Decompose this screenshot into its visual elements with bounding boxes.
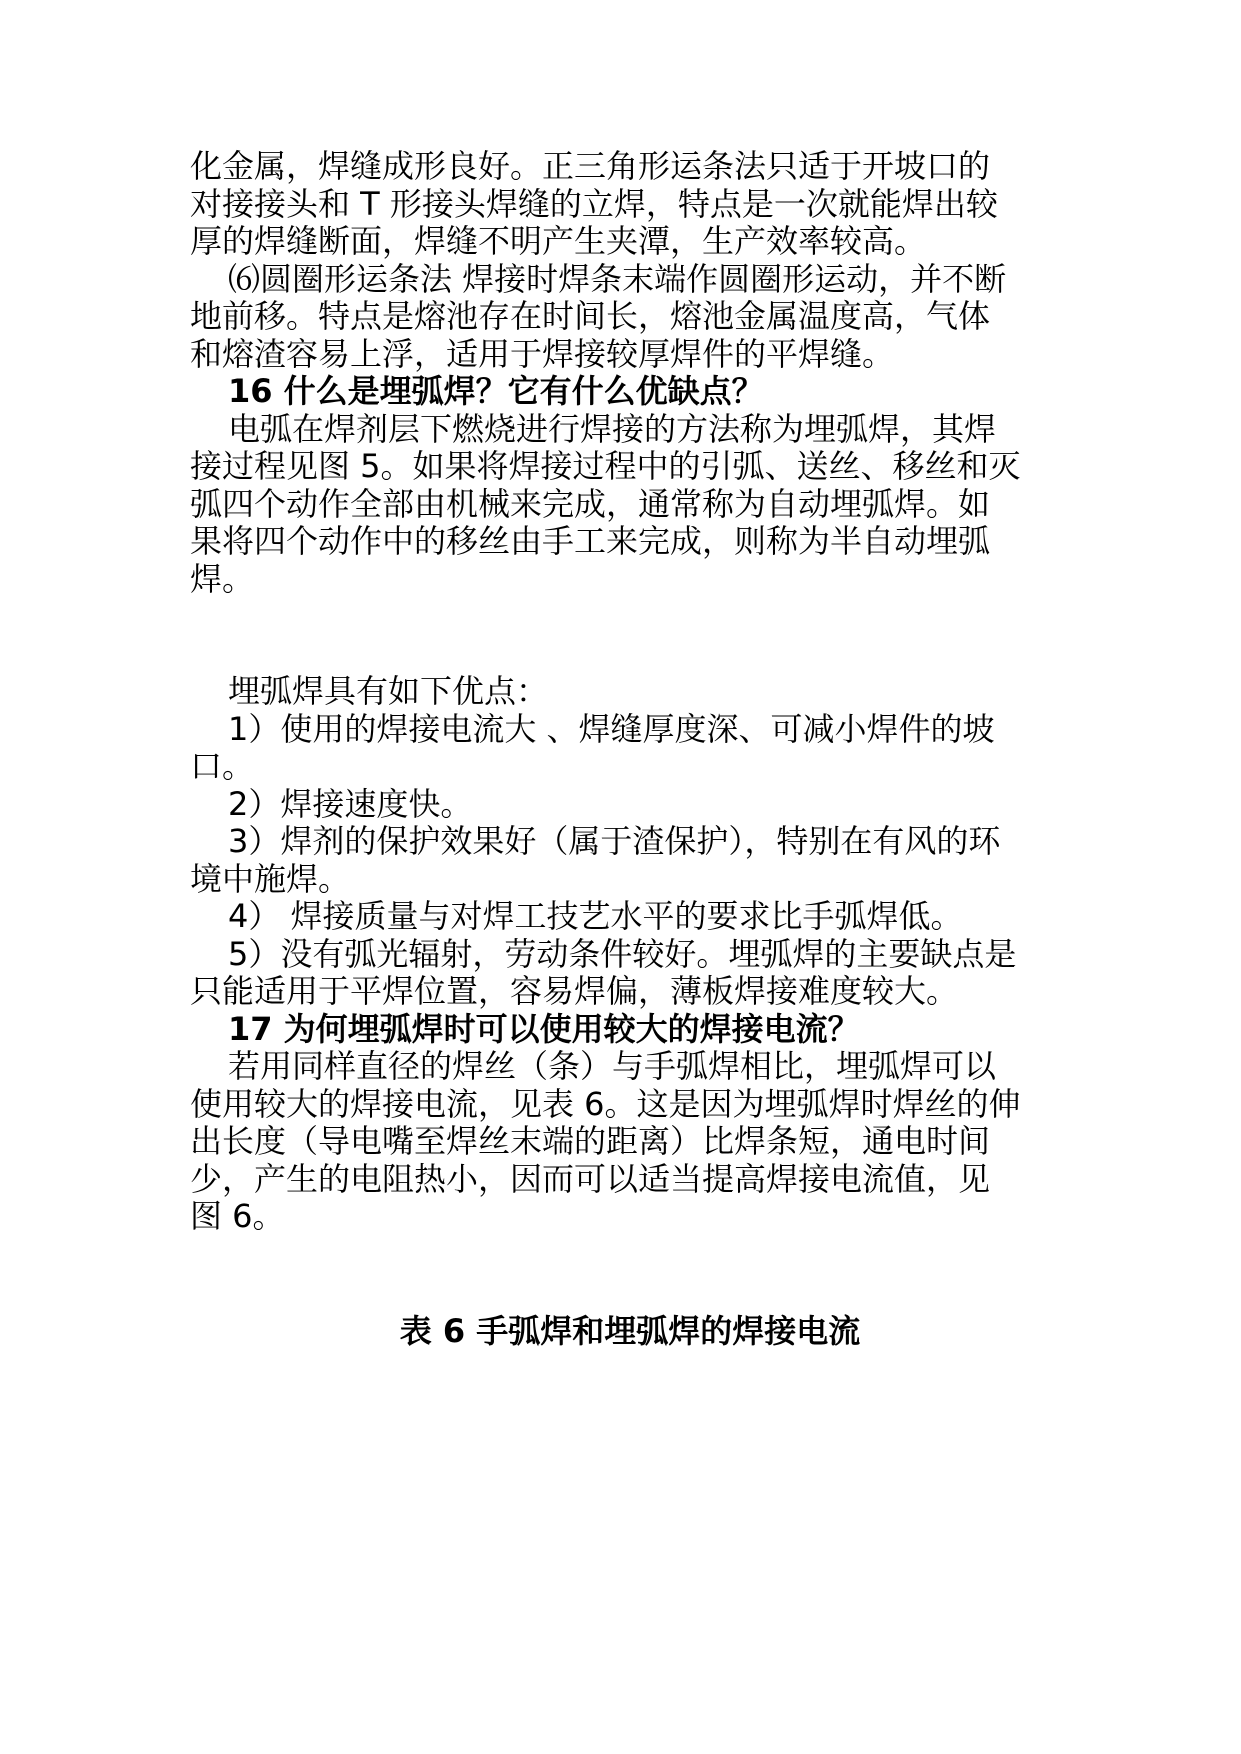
section-heading-17: 17 为何埋弧焊时可以使用较大的焊接电流？: [228, 1009, 860, 1048]
body-line: 接过程见图 5。如果将焊接过程中的引弧、送丝、移丝和灭: [190, 447, 1021, 485]
list-item-cont: 境中施焊。: [190, 859, 351, 898]
advantages-intro: 埋弧焊具有如下优点：: [228, 672, 549, 710]
body-line: 若用同样直径的焊丝（条）与手弧焊相比，埋弧焊可以: [228, 1047, 997, 1085]
list-item: 5）没有弧光辐射，劳动条件较好。埋弧焊的主要缺点是: [228, 934, 1017, 973]
document-page: [190, 148, 1070, 1351]
list-item-cont: 口。: [190, 747, 255, 785]
body-line: 对接接头和 T 形接头焊缝的立焊，特点是一次就能焊出较: [190, 184, 998, 223]
body-line: 果将四个动作中的移丝由手工来完成，则称为半自动埋弧: [190, 522, 991, 560]
body-line: 电弧在焊剂层下燃烧进行焊接的方法称为埋弧焊，其焊: [228, 409, 997, 448]
list-item: 2）焊接速度快。: [228, 784, 473, 823]
section-heading-16: 16 什么是埋弧焊？它有什么优缺点？: [228, 372, 764, 410]
body-line: 焊。: [190, 559, 255, 598]
body-line: 出长度（导电嘴至焊丝末端的距离）比焊条短，通电时间: [190, 1122, 991, 1160]
list-item-cont: 只能适用于平焊位置，容易焊偏，薄板焊接难度较大。: [190, 972, 959, 1010]
body-line: 和熔渣容易上浮，适用于焊接较厚焊件的平焊缝。: [190, 334, 895, 373]
table-title: 表 6 手弧焊和埋弧焊的焊接电流: [399, 1311, 861, 1350]
body-line: ⑹圆圈形运条法 焊接时焊条末端作圆圈形运动，并不断: [228, 259, 1007, 298]
spacer: [190, 598, 1070, 673]
list-item: 1）使用的焊接电流大 、焊缝厚度深、可减小焊件的坡: [228, 709, 995, 748]
body-line: 地前移。特点是熔池存在时间长，熔池金属温度高，气体: [190, 297, 991, 335]
body-line: 图 6。: [190, 1197, 285, 1235]
list-item: 3）焊剂的保护效果好（属于渣保护），特别在有风的环: [228, 822, 1001, 860]
body-line: 少，产生的电阻热小，因而可以适当提高焊接电流值，见: [190, 1159, 991, 1198]
body-line: 厚的焊缝断面，焊缝不明产生夹潭，生产效率较高。: [190, 222, 927, 260]
body-line: 弧四个动作全部由机械来完成，通常称为自动埋弧焊。如: [190, 484, 991, 523]
body-line: 使用较大的焊接电流，见表 6。这是因为埋弧焊时焊丝的伸: [190, 1084, 1021, 1123]
spacer: [190, 1236, 1070, 1311]
body-line: 化金属，焊缝成形良好。正三角形运条法只适于开坡口的: [190, 147, 991, 185]
list-item: 4） 焊接质量与对焊工技艺水平的要求比手弧焊低。: [228, 897, 963, 935]
